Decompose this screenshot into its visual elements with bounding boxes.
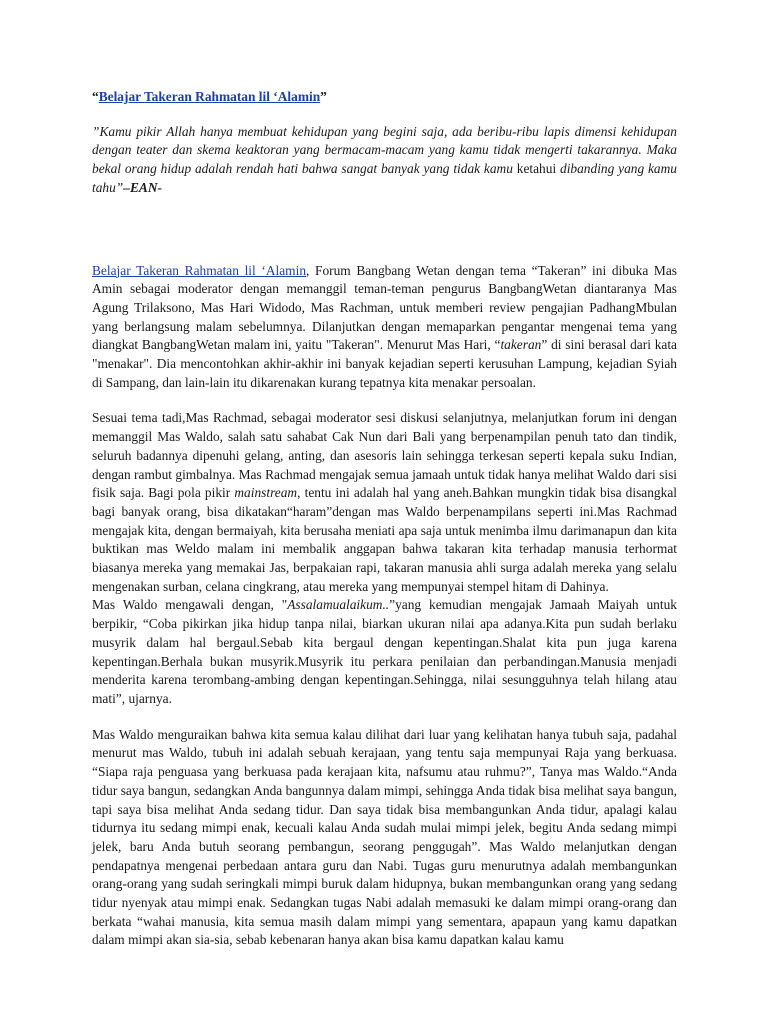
spacer [92, 392, 677, 409]
paragraph-1-emphasis: takeran [500, 337, 542, 353]
quote-signature: –EAN- [123, 179, 162, 195]
quote-plain-word: ketahui [516, 161, 557, 177]
paragraph-2-emphasis: mainstream [234, 485, 298, 501]
paragraph-3 [92, 596, 677, 708]
spacer [92, 709, 677, 726]
paragraph-4 [92, 726, 677, 950]
paragraph-3-text-1: Mas Waldo mengawali dengan, " [92, 597, 288, 613]
paragraph-4-text: Mas Waldo menguraikan bahwa kita semua kalau dilihat dari luar yang kelihatan hanya tubuh saja, padahal menurut mas Waldo, tubuh ini adalah sebuah kerajaan, yang tentu saja mempunyai Raja yang berkuasa. “Siapa raja penguasa yang berkuasa pada kerajaan kita, nafsumu atau ruhmu?”, Tanya mas Waldo.“Anda tidur saya bangun, sedangkan Anda bangunnya dalam mimpi, sehingga Anda tidak bisa melihat saya bangun, tapi saya bisa melihat Anda sedang tidur. Dan saya tidak bisa membangunkan Anda tidur, apalagi kalau tidurnya itu sedang mimpi enak, kecuali kalau Anda sudah mulai mimpi jelek, begitu Anda sedang mimpi jelek, baru Anda butuh seorang pembangun, seorang penggugah”. Mas Waldo melanjutkan dengan pendapatnya mengenai perbedaan antara guru dan Nabi. Tugas guru menurutnya adalah membangunkan orang-orang yang sudah seringkali mimpi buruk dalam hidupnya, bukan membangunkan orang yang sedang tidur nyenyak atau mimpi enak. Sedangkan tugas Nabi adalah memasuki ke dalam mimpi orang-orang dan berkata “wahai manusia, kita semua masih dalam mimpi yang sementara, apapaun yang kamu dapatkan dalam mimpi akan sia-sia, sebab kebenaran hanya akan bisa kamu dapatkan kalau kamu [92, 726, 677, 948]
spacer [92, 216, 677, 262]
title-link[interactable]: Belajar Takeran Rahmatan lil ‘Alamin [98, 89, 321, 104]
paragraph-3-text-2: ”yang kemudian mengajak Jamaah Maiyah untuk berpikir, “Coba pikirkan jika hidup tanpa nilai, biarkan ukuran nilai apa adanya.Kita pun sudah berlaku musyrik dalam hal bergaul.Sebab kita bergaul dengan kepentingan.Shalat kita pun juga karena kepentingan.Berhala bukan musyrik.Musyrik itu perkara penilaian dan perbandingan.Manusia menjadi menderita karena terombang-ambing dengan kepentingan.Sehingga, nilai sesungguhnya telah hilang atau mati”, ujarnya. [92, 597, 677, 706]
paragraph-1-text-2: ” di sini berasal dari kata "menakar". Dia mencontohkan akhir-akhir ini banyak kejadian seperti kerusuhan Lampung, kejadian Syiah di Sampang, dan lain-lain itu dikarenakan kurang tepatnya kita menakar persoalan. [92, 337, 678, 390]
paragraph-1-text-1: , Forum Bangbang Wetan dengan tema “Takeran” ini dibuka Mas Amin sebagai moderator dengan memanggil teman-teman pengurus BangbangWetan diantaranya Mas Agung Trilaksono, Mas Hari Widodo, Mas Rachman, untuk memberi review pengajian PadhangMbulan yang berlangsung malam sebelumnya. Dilanjutkan dengan memaparkan pengantar mengenai tema yang diangkat BangbangWetan malam ini, yaitu "Takeran". Menurut Mas Hari, “ [92, 262, 677, 353]
quote-text-2: dibanding yang kamu tahu” [92, 161, 677, 195]
title-open-quote: “ [92, 89, 99, 104]
paragraph-2 [92, 409, 677, 596]
paragraph-1 [92, 262, 677, 393]
article-title [92, 88, 677, 107]
quote-text-1: ”Kamu pikir Allah hanya membuat kehidupan yang begini saja, ada beribu-ribu lapis dimensi kehidupan dengan teater dan skema keaktoran yang bermacam-macam yang kamu tidak mengerti takarannya. Maka bekal orang hidup adalah rendah hati bahwa sangat banyak yang tidak kamu [92, 123, 677, 177]
paragraph-1-link[interactable]: Belajar Takeran Rahmatan lil ‘Alamin [92, 262, 307, 278]
opening-quote [92, 123, 677, 198]
title-close-quote: ” [320, 89, 327, 104]
paragraph-2-text-2: , tentu ini adalah hal yang aneh.Bahkan mungkin tidak bisa disangkal bagi banyak orang, bisa dikatakan“haram”dengan mas Waldo berpenampilans seperti ini.Mas Rachmad mengajak kita, dengan bermaiyah, kita berusaha meniati apa saja untuk menimba ilmu darimanapun dan kita buktikan mas Weldo malam ini membalik anggapan bahwa takaran kita terhadap manusia terhormat biasanya mereka yang memakai Jas, berpakaian rapi, takaran manusia ahli surga adalah mereka yang selalu mengenakan surban, celana cingkrang, atau mereka yang mempunyai stempel hitam di Dahinya. [92, 485, 677, 594]
paragraph-3-emphasis: Assalamualaikum.. [287, 597, 390, 613]
document-page [92, 88, 677, 950]
paragraph-2-text-1: Sesuai tema tadi,Mas Rachmad, sebagai moderator sesi diskusi selanjutnya, melanjutkan forum ini dengan memanggil Mas Waldo, salah satu sahabat Cak Nun dari Bali yang berpenampilan penuh tato dan tindik, seluruh badannya dipenuhi gelang, anting, dan asesoris lain sehingga terkesan seperti kepala suku Indian, dengan rambut gimbalnya. Mas Rachmad mengajak semua jamaah untuk tidak hanya melihat Waldo dari sisi fisik saja. Bagi pola pikir [92, 410, 677, 501]
